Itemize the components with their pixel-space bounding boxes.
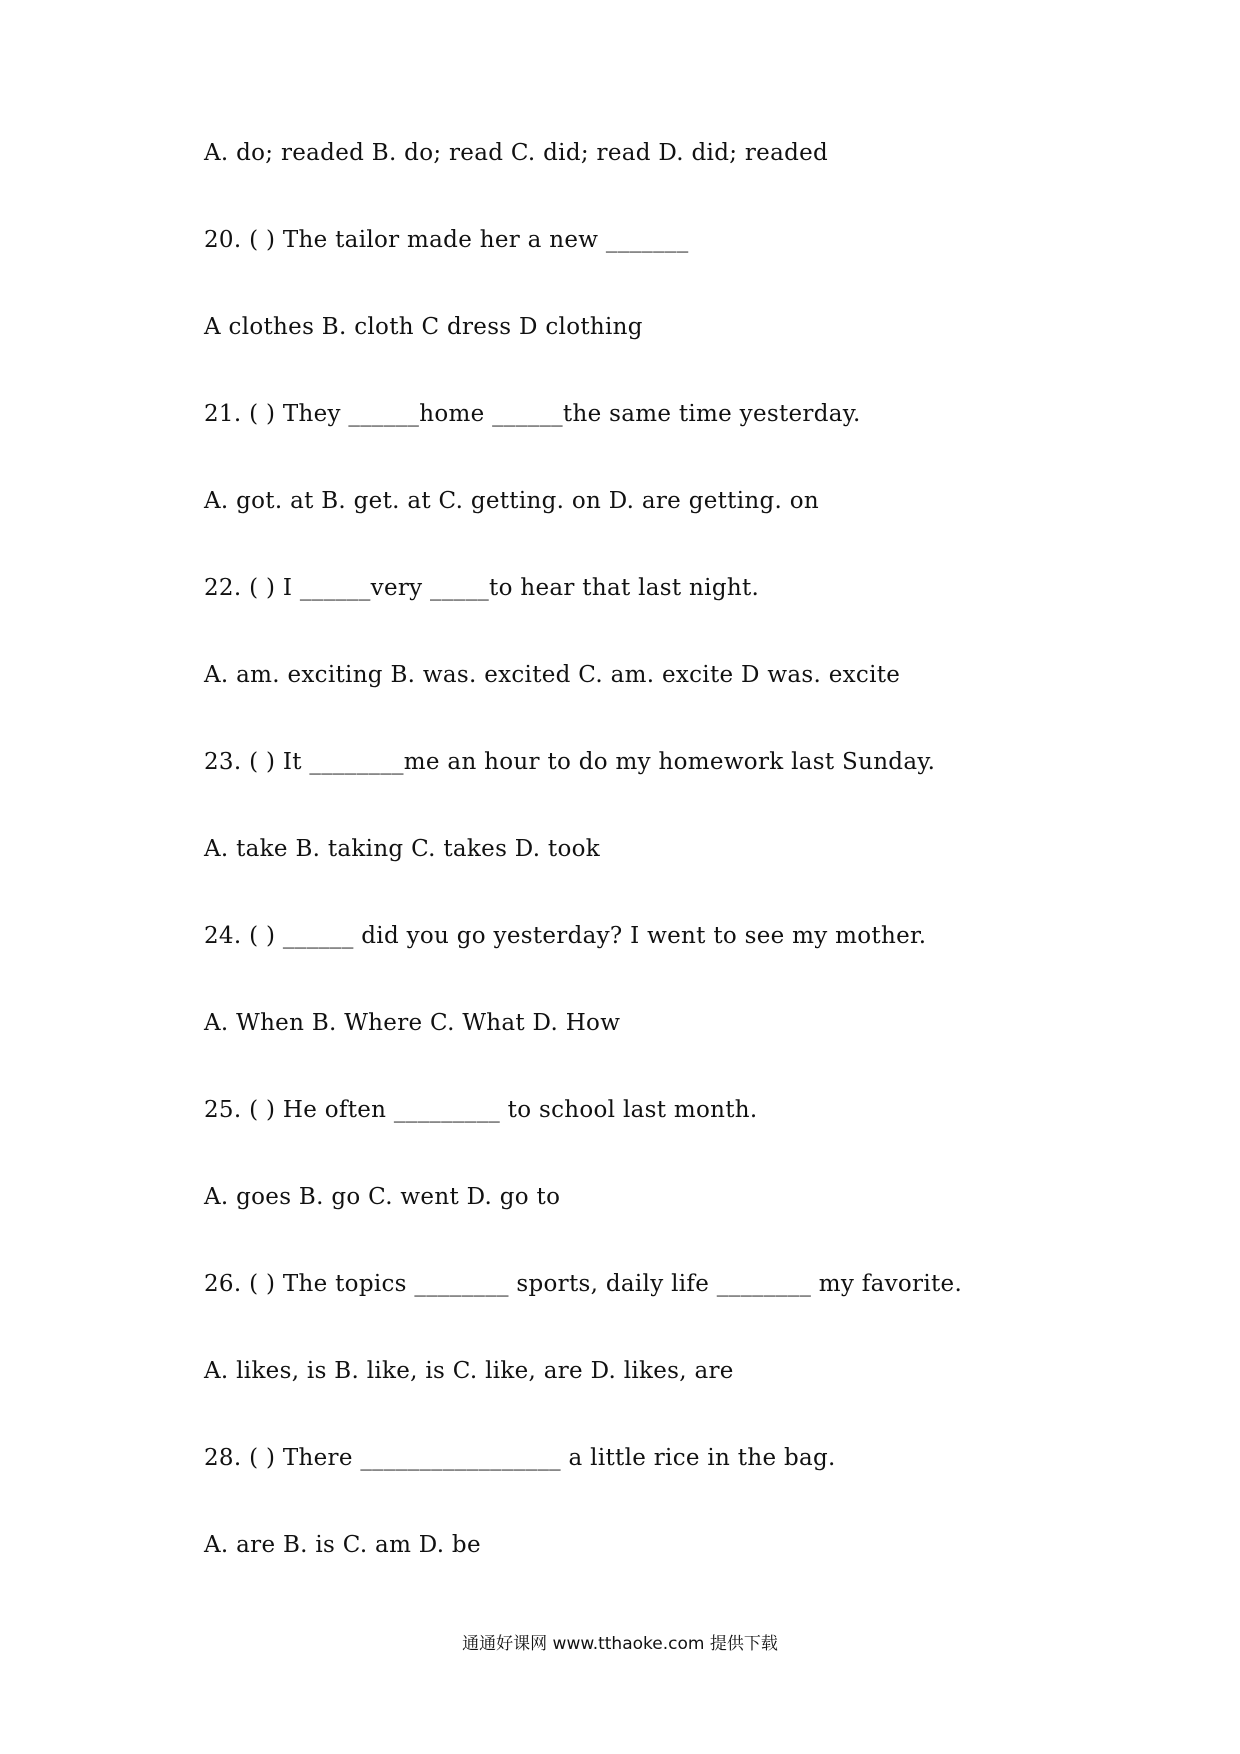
question-22: 22. ( ) I ______very _____to hear that last night. [204, 575, 760, 601]
options-22: A. am. exciting B. was. excited C. am. excite D was. excite [204, 662, 901, 688]
question-21: 21. ( ) They ______home ______the same time yesterday. [204, 401, 861, 427]
question-25: 25. ( ) He often _________ to school last month. [204, 1097, 758, 1123]
options-20: A clothes B. cloth C dress D clothing [204, 314, 643, 340]
options-28: A. are B. is C. am D. be [204, 1532, 481, 1558]
question-24: 24. ( ) ______ did you go yesterday? I went to see my mother. [204, 923, 927, 949]
question-28: 28. ( ) There _________________ a little rice in the bag. [204, 1445, 836, 1471]
page-footer: 通通好课网 www.tthaoke.com 提供下载 [462, 1634, 778, 1654]
question-20: 20. ( ) The tailor made her a new _______ [204, 227, 689, 253]
question-26: 26. ( ) The topics ________ sports, daily life ________ my favorite. [204, 1271, 963, 1297]
options-25: A. goes B. go C. went D. go to [204, 1184, 561, 1210]
options-26: A. likes, is B. like, is C. like, are D. likes, are [204, 1358, 734, 1384]
question-23: 23. ( ) It ________me an hour to do my homework last Sunday. [204, 749, 936, 775]
options-23: A. take B. taking C. takes D. took [204, 836, 600, 862]
options-24: A. When B. Where C. What D. How [204, 1010, 621, 1036]
options-21: A. got. at B. get. at C. getting. on D. are getting. on [204, 488, 819, 514]
options-19: A. do; readed B. do; read C. did; read D. did; readed [204, 140, 829, 166]
